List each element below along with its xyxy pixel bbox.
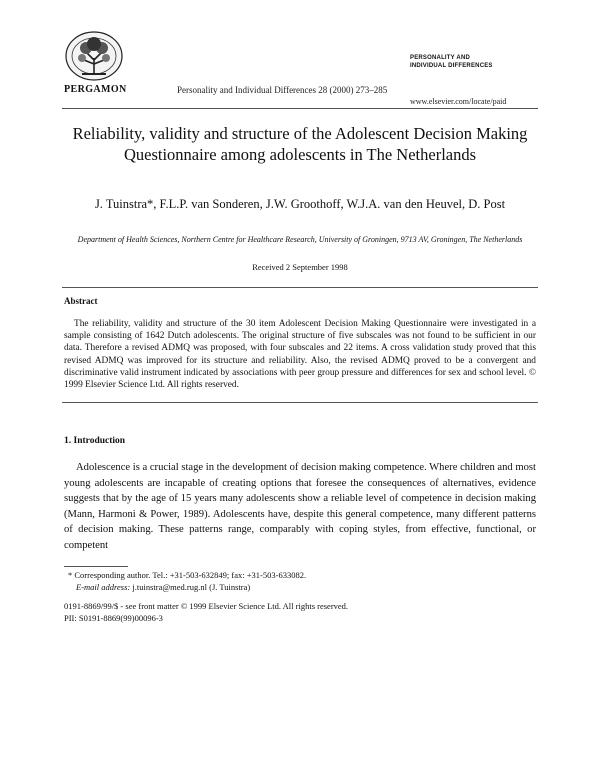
journal-reference: Personality and Individual Differences 28 (2000) 273–285 xyxy=(177,85,388,95)
journal-brand-line1: PERSONALITY AND xyxy=(410,55,471,61)
header-divider xyxy=(62,108,538,109)
journal-brand-line2: INDIVIDUAL DIFFERENCES xyxy=(410,63,493,69)
received-date: Received 2 September 1998 xyxy=(252,262,348,272)
abstract-bottom-divider xyxy=(62,402,538,403)
article-title: Reliability, validity and structure of the Adolescent Decision Making Questionnaire among adolescents in The Netherlands xyxy=(72,124,528,164)
abstract-text: The reliability, validity and structure of the 30 item Adolescent Decision Making Questionnaire were investigated in a sample consisting of 1642 Dutch adolescents. The original structure of five subscales was not found to be sufficient in our data. Therefore a revised ADMQ was proposed, with four subscales and 22 items. A cross validation study proved that this revised ADMQ was improved for its structure and reliability. Also, the revised ADMQ proved to be a convergent and discriminative valid instrument indicated by associations with peer group pressure and differences for sex and school level. © 1999 Elsevier Science Ltd. All rights reserved. xyxy=(64,319,536,391)
email-address[interactable]: j.tuinstra@med.rug.nl (J. Tuinstra) xyxy=(132,582,251,592)
corresponding-author-footnote: * Corresponding author. Tel.: +31-503-632849; fax: +31-503-633082. xyxy=(68,570,307,580)
journal-url[interactable]: www.elsevier.com/locate/paid xyxy=(410,97,507,106)
journal-brand xyxy=(410,54,530,70)
copyright-notice: 0191-8869/99/$ - see front matter © 1999 Elsevier Science Ltd. All rights reserved. xyxy=(64,601,349,611)
publisher-name: PERGAMON xyxy=(64,84,127,95)
footnote-divider xyxy=(64,566,128,567)
author-affiliation: Department of Health Sciences, Northern Centre for Healthcare Research, University of Groningen, 9713 AV, Groningen, The Netherlands xyxy=(77,235,523,244)
elsevier-tree-icon xyxy=(62,30,126,82)
email-footnote xyxy=(64,582,548,593)
abstract-heading: Abstract xyxy=(64,296,98,306)
pii-identifier: PII: S0191-8869(99)00096-3 xyxy=(64,613,163,623)
email-label: E-mail address: xyxy=(76,582,131,592)
introduction-heading: 1. Introduction xyxy=(64,436,126,446)
article-authors: J. Tuinstra*, F.L.P. van Sonderen, J.W. Groothoff, W.J.A. van den Heuvel, D. Post xyxy=(94,197,506,211)
introduction-text: Adolescence is a crucial stage in the development of decision making competence. Where children and most young adolescents are incapable of creating options that foresee the consequences of alternatives, evidence suggests that by the age of 15 years many adolescents show a reliable level of competence in decision making (Mann, Harmoni & Power, 1989). Adolescents have, despite this general competence, many different patterns of decision making. These patterns range, comparably with coping styles, from effective, functional, or competent xyxy=(64,462,536,551)
abstract-top-divider xyxy=(62,287,538,288)
